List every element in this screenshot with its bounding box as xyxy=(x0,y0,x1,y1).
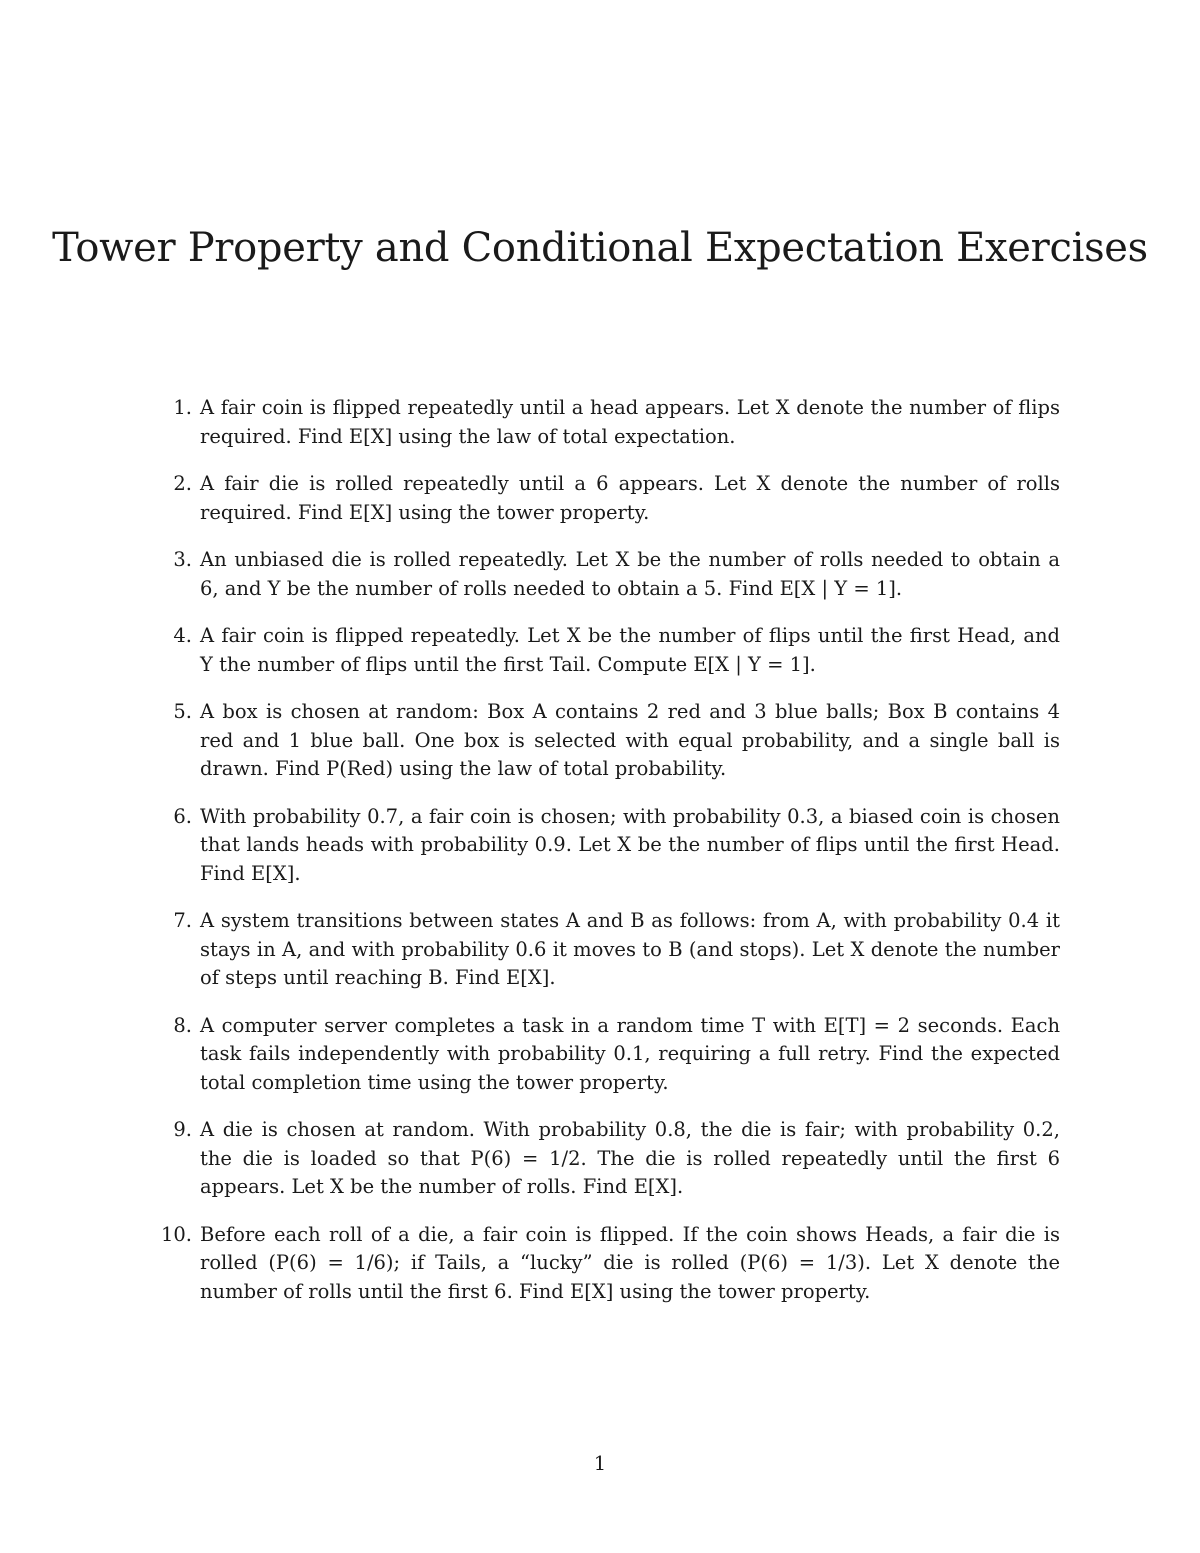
exercise-item-9 xyxy=(150,1116,1060,1202)
exercise-number: 6. xyxy=(173,804,192,828)
exercise-item-8 xyxy=(150,1012,1060,1098)
exercise-list xyxy=(150,394,1060,1325)
exercise-number: 5. xyxy=(173,700,192,723)
exercise-item-4 xyxy=(150,622,1060,679)
exercise-text: A system transitions between states A and B as follows: from A, with probability 0.4 it stays in A, and with probability 0.6 it moves to B (and stops). Let X denote the number of steps until reaching B. Find E[X]. xyxy=(200,909,1060,989)
exercise-item-7 xyxy=(150,907,1060,993)
exercise-item-10 xyxy=(150,1221,1060,1307)
exercise-number: 1. xyxy=(173,396,192,419)
exercise-text: A fair coin is flipped repeatedly until a head appears. Let X denote the number of flips required. Find E[X] using the law of total expectation. xyxy=(200,396,1060,448)
exercise-text: An unbiased die is rolled repeatedly. Let X be the number of rolls needed to obtain a 6, and Y be the number of rolls needed to obtain a 5. Find E[X | Y = 1]. xyxy=(200,548,1060,600)
exercise-item-1 xyxy=(150,394,1060,451)
exercise-text: With probability 0.7, a fair coin is chosen; with probability 0.3, a biased coin is chosen that lands heads with probability 0.9. Let X be the number of flips until the first Head. Find E[X]. xyxy=(200,804,1060,885)
exercise-number: 3. xyxy=(173,548,192,571)
page-number: 1 xyxy=(593,1452,607,1475)
exercise-number: 9. xyxy=(173,1118,192,1141)
exercise-number: 7. xyxy=(173,909,192,932)
exercise-text: A die is chosen at random. With probability 0.8, the die is fair; with probability 0.2, the die is loaded so that P(6) = 1/2. The die is rolled repeatedly until the first 6 appears. Let X be the number of rolls. Find E[X]. xyxy=(200,1118,1060,1198)
exercise-item-5 xyxy=(150,698,1060,784)
page-title: Tower Property and Conditional Expectation Exercises xyxy=(52,225,1148,271)
exercise-number: 8. xyxy=(173,1013,192,1037)
exercise-number: 10. xyxy=(160,1222,192,1246)
exercise-item-2 xyxy=(150,470,1060,527)
exercise-text: A box is chosen at random: Box A contains 2 red and 3 blue balls; Box B contains 4 red and 1 blue ball. One box is selected with equal probability, and a single ball is drawn. Find P(Red) using the law of total probability. xyxy=(200,700,1060,780)
exercise-item-6 xyxy=(150,803,1060,889)
exercise-text: A computer server completes a task in a random time T with E[T] = 2 seconds. Each task fails independently with probability 0.1, requiring a full retry. Find the expected total completion time using the tower property. xyxy=(200,1013,1060,1094)
exercise-text: A fair coin is flipped repeatedly. Let X be the number of flips until the first Head, and Y the number of flips until the first Tail. Compute E[X | Y = 1]. xyxy=(200,624,1060,676)
exercise-text: A fair die is rolled repeatedly until a 6 appears. Let X denote the number of rolls required. Find E[X] using the tower property. xyxy=(200,472,1060,524)
exercise-number: 2. xyxy=(173,472,192,495)
exercise-number: 4. xyxy=(173,624,192,647)
exercise-item-3 xyxy=(150,546,1060,603)
exercise-text: Before each roll of a die, a fair coin is flipped. If the coin shows Heads, a fair die is rolled (P(6) = 1/6); if Tails, a “lucky” die is rolled (P(6) = 1/3). Let X denote the number of rolls until the first 6. Find E[X] using the tower property. xyxy=(200,1222,1060,1303)
